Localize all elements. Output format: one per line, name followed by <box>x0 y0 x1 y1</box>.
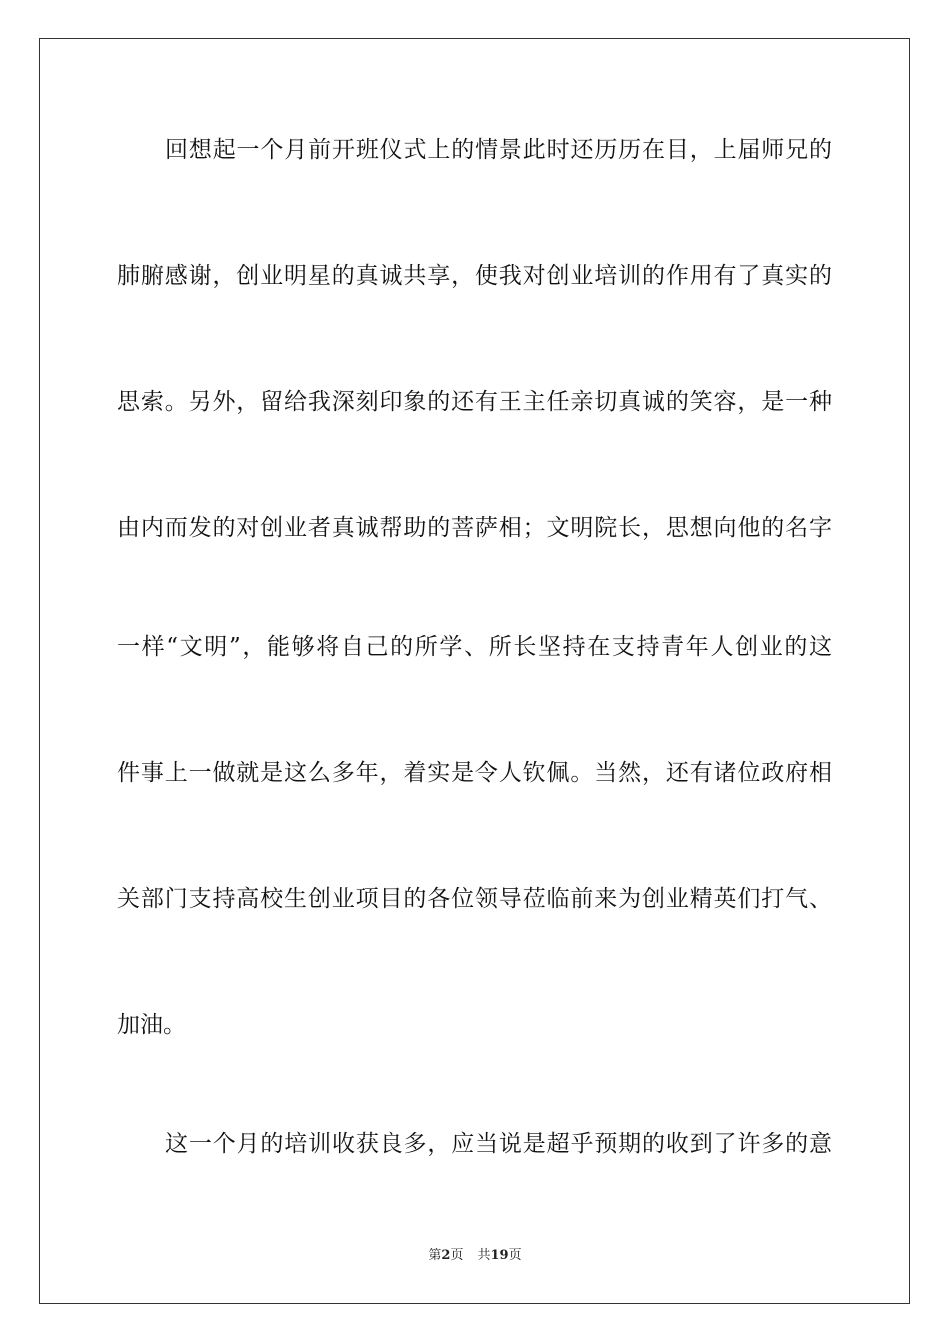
page-footer <box>0 1247 950 1265</box>
footer-page-suffix: 页 <box>450 1248 464 1263</box>
paragraph-1-line-4: 由内而发的对创业者真诚帮助的菩萨相；文明院长，思想向他的名字 <box>117 515 832 541</box>
paragraph-1-line-6: 件事上一做就是这么多年，着实是令人钦佩。当然，还有诸位政府相 <box>117 760 832 786</box>
footer-page-prefix: 第 <box>428 1248 442 1263</box>
page-border <box>39 38 910 1304</box>
paragraph-1-line-1: 回想起一个月前开班仪式上的情景此时还历历在目，上届师兄的 <box>165 137 832 163</box>
paragraph-2-line-1: 这一个月的培训收获良多，应当说是超乎预期的收到了许多的意 <box>165 1131 832 1157</box>
paragraph-1-line-3: 思索。另外，留给我深刻印象的还有王主任亲切真诚的笑容，是一种 <box>117 389 832 415</box>
paragraph-1-line-2: 肺腑感谢，创业明星的真诚共享，使我对创业培训的作用有了真实的 <box>117 263 832 289</box>
footer-total-suffix: 页 <box>508 1248 522 1263</box>
paragraph-1-line-5: 一样“文明”，能够将自己的所学、所长坚持在支持青年人创业的这 <box>117 634 832 660</box>
footer-page-number: 2 <box>441 1248 451 1263</box>
paragraph-1-line-7: 关部门支持高校生创业项目的各位领导莅临前来为创业精英们打气、 <box>117 886 832 912</box>
paragraph-1-line-8: 加油。 <box>117 1012 186 1038</box>
footer-total-number: 19 <box>490 1248 509 1263</box>
footer-total-prefix: 共 <box>477 1248 491 1263</box>
